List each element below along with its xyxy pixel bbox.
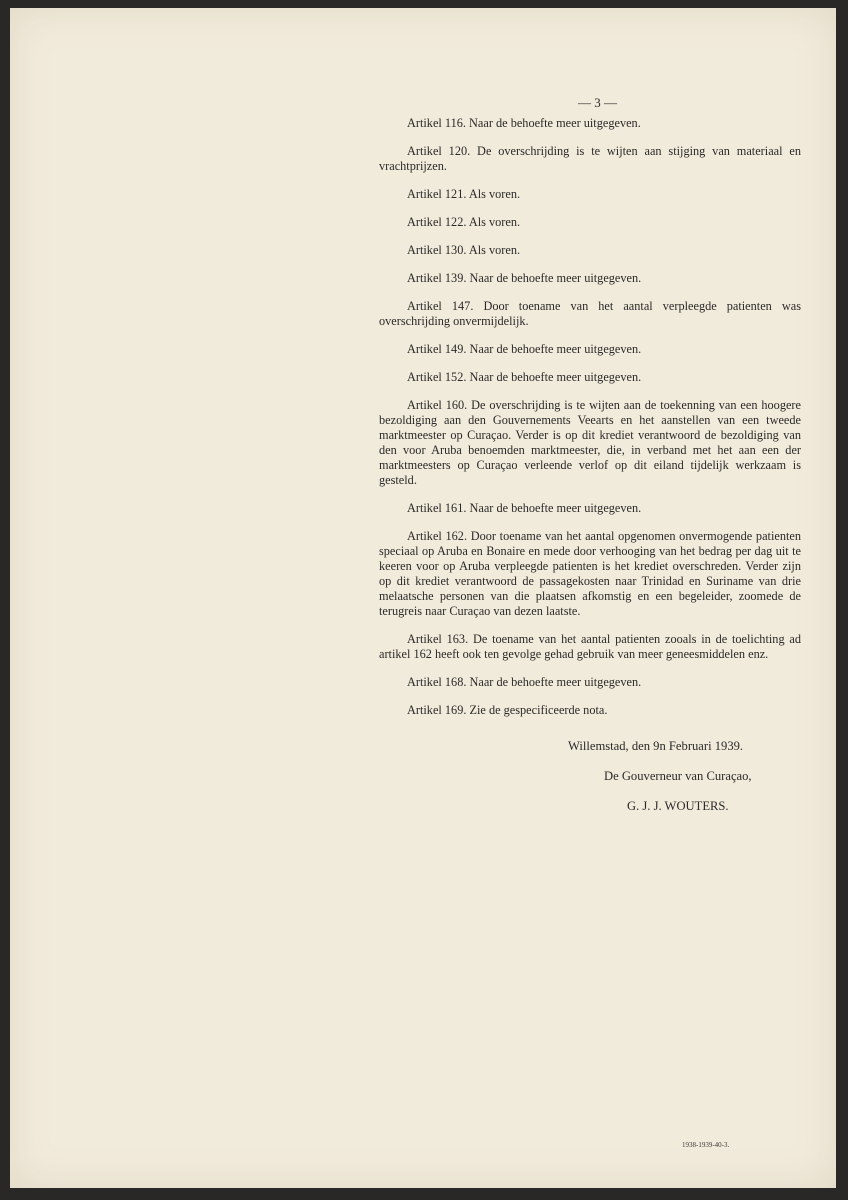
- paragraph-artikel-160: Artikel 160. De overschrijding is te wijten aan de toekenning van een hoogere bezoldiging aan den Gouvernements Veearts en het aanstellen van een tweede marktmeester op Curaçao. Verder is op dit krediet verantwoord de bezoldiging van den voor Aruba benoemden marktmeester, die, in verband met het aan een der marktmeesters op Curaçao verleende verlof op dit eiland tijdelijk werkzaam is gesteld.: [379, 398, 801, 487]
- paragraph-artikel-168: Artikel 168. Naar de behoefte meer uitgegeven.: [407, 675, 642, 689]
- paragraph-artikel-161: Artikel 161. Naar de behoefte meer uitgegeven.: [407, 501, 642, 515]
- signatory-title: De Gouverneur van Curaçao,: [604, 769, 752, 783]
- document-page: [10, 8, 836, 1188]
- signatory-name: G. J. J. WOUTERS.: [627, 799, 729, 813]
- paragraph-artikel-116: Artikel 116. Naar de behoefte meer uitgegeven.: [407, 116, 641, 130]
- paragraph-artikel-162: Artikel 162. Door toename van het aantal opgenomen onvermogende patienten speciaal op Aruba en Bonaire en mede door verhooging van het bedrag per dag uit te keeren voor op Aruba verpleegde patienten is het krediet overschreden. Verder zijn op dit krediet verantwoord de passagekosten naar Trinidad en Suriname van drie melaatsche personen van die plaatsen afkomstig en een begeleider, zoomede de terugreis naar Curaçao van dezen laatste.: [379, 529, 801, 618]
- paragraph-artikel-139: Artikel 139. Naar de behoefte meer uitgegeven.: [407, 271, 642, 285]
- paragraph-artikel-147: Artikel 147. Door toename van het aantal verpleegde patienten was overschrijding onvermijdelijk.: [379, 299, 801, 328]
- page-number: — 3 —: [578, 95, 617, 110]
- place-date: Willemstad, den 9n Februari 1939.: [568, 739, 744, 753]
- paragraph-artikel-169: Artikel 169. Zie de gespecificeerde nota.: [407, 703, 608, 717]
- paragraph-artikel-152: Artikel 152. Naar de behoefte meer uitgegeven.: [407, 370, 642, 384]
- paragraph-artikel-122: Artikel 122. Als voren.: [407, 215, 521, 229]
- paragraph-artikel-149: Artikel 149. Naar de behoefte meer uitgegeven.: [407, 342, 642, 356]
- paragraph-artikel-163: Artikel 163. De toename van het aantal patienten zooals in de toelichting ad artikel 162 heeft ook ten gevolge gehad gebruik van meer geneesmiddelen enz.: [379, 632, 801, 661]
- paragraph-artikel-130: Artikel 130. Als voren.: [407, 243, 521, 257]
- body-text: [379, 116, 801, 731]
- footer-code: 1938-1939-40-3.: [682, 1141, 730, 1149]
- paragraph-artikel-120: Artikel 120. De overschrijding is te wijten aan stijging van materiaal en vrachtprijzen.: [379, 144, 801, 173]
- paragraph-artikel-121: Artikel 121. Als voren.: [407, 187, 521, 201]
